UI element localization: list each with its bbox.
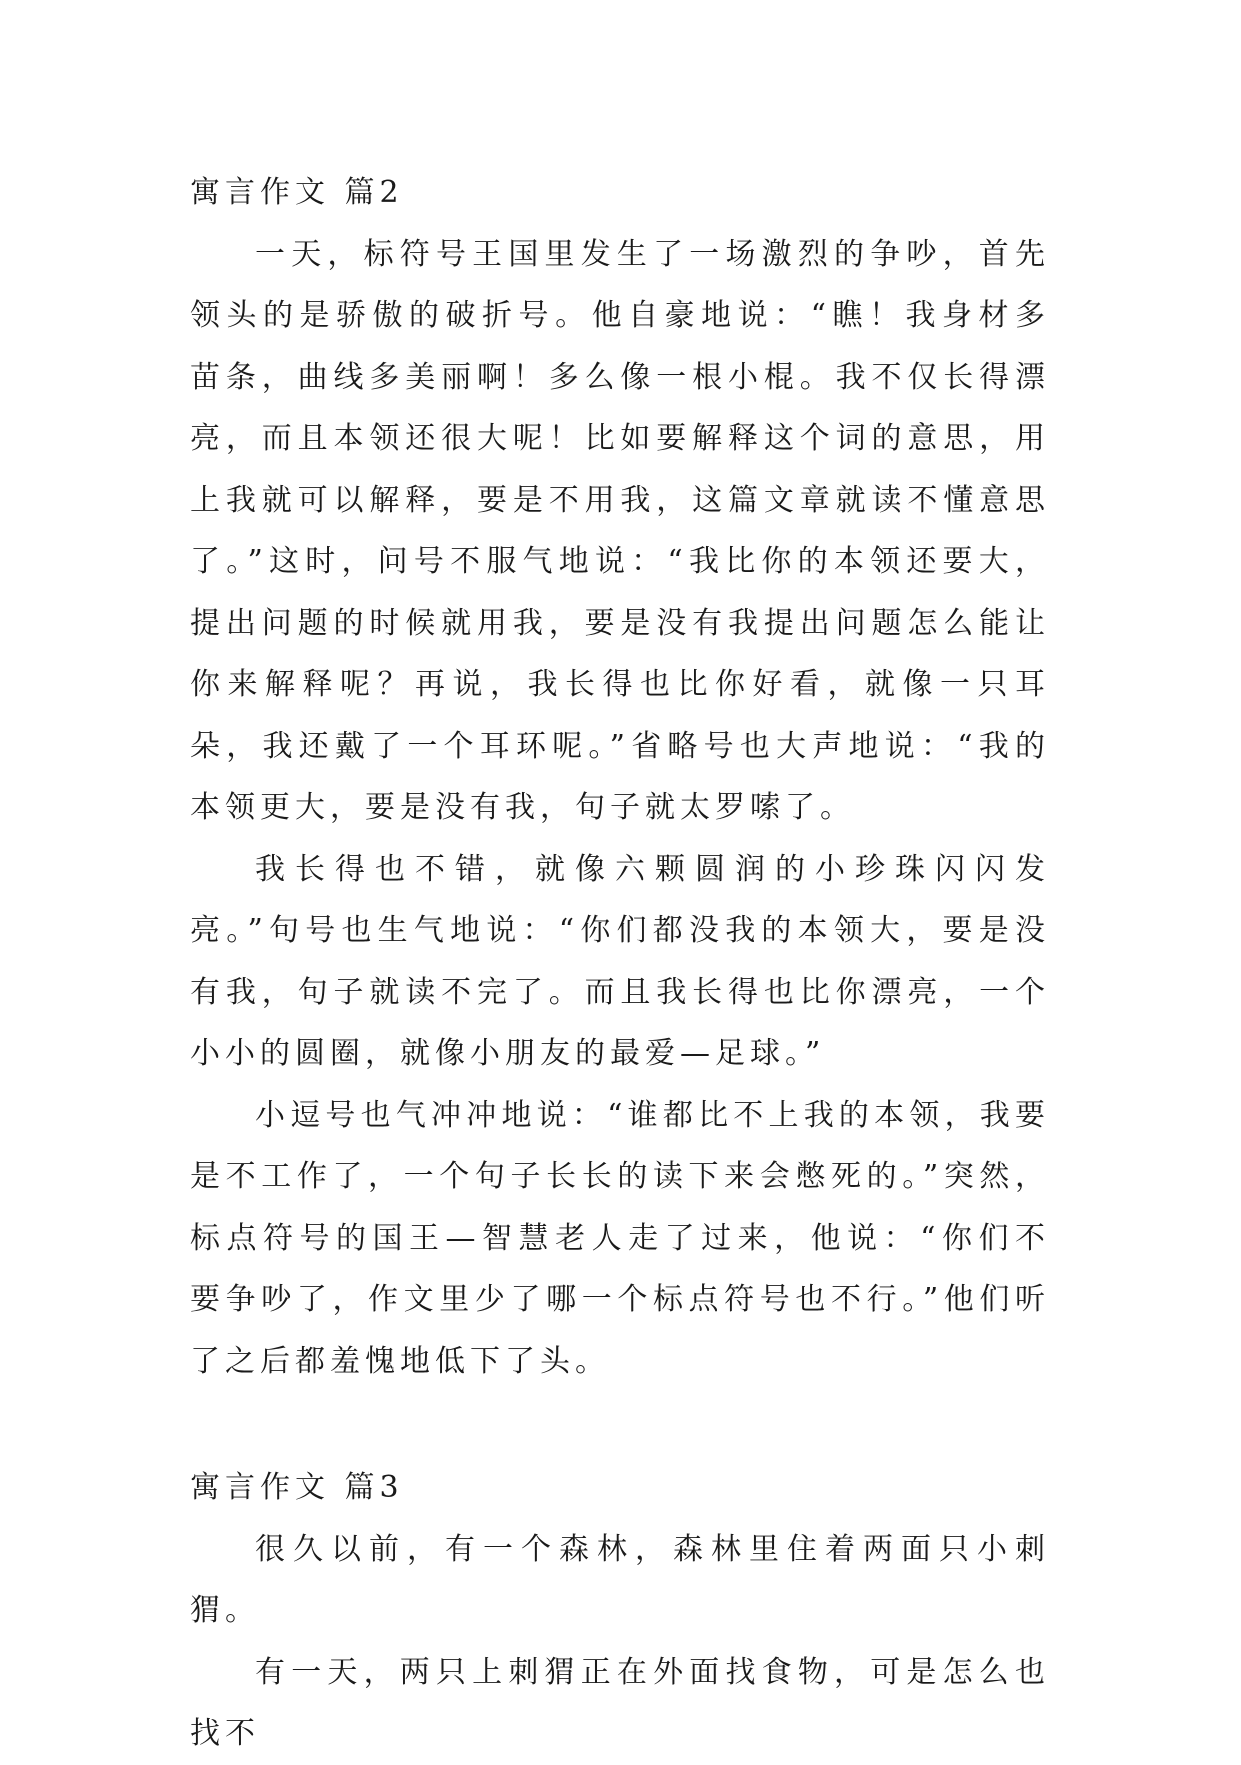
paragraph: 小逗号也气冲冲地说：“谁都比不上我的本领，我要是不工作了，一个句子长长的读下来会憋死的。”突然，标点符号的国王—智慧老人走了过来，他说：“你们不要争吵了，作文里少了哪一个标点符号也不行。”他们听了之后都羞愧地低下了头。 — [190, 1097, 1050, 1379]
section-spacer — [190, 1392, 1050, 1457]
section-title: 寓言作文 篇3 — [190, 1470, 404, 1505]
paragraph: 我长得也不错，就像六颗圆润的小珍珠闪闪发亮。”句号也生气地说：“你们都没我的本领大，要是没有我，句子就读不完了。而且我长得也比你漂亮，一个小小的圆圈，就像小朋友的最爱—足球。” — [190, 851, 1050, 1071]
document-body — [190, 162, 1050, 1765]
paragraph: 很久以前，有一个森林，森林里住着两面只小刺猬。 — [190, 1531, 1050, 1628]
paragraph: 有一天，两只上刺猬正在外面找食物，可是怎么也找不 — [190, 1654, 1050, 1751]
section-title: 寓言作文 篇2 — [190, 175, 404, 210]
paragraph: 一天，标符号王国里发生了一场激烈的争吵，首先领头的是骄傲的破折号。他自豪地说：“瞧！我身材多苗条，曲线多美丽啊！多么像一根小棍。我不仅长得漂亮，而且本领还很大呢！比如要解释这个词的意思，用上我就可以解释，要是不用我，这篇文章就读不懂意思了。”这时，问号不服气地说：“我比你的本领还要大，提出问题的时候就用我，要是没有我提出问题怎么能让你来解释呢？再说，我长得也比你好看，就像一只耳朵，我还戴了一个耳环呢。”省略号也大声地说：“我的本领更大，要是没有我，句子就太罗嗦了。 — [190, 236, 1050, 825]
